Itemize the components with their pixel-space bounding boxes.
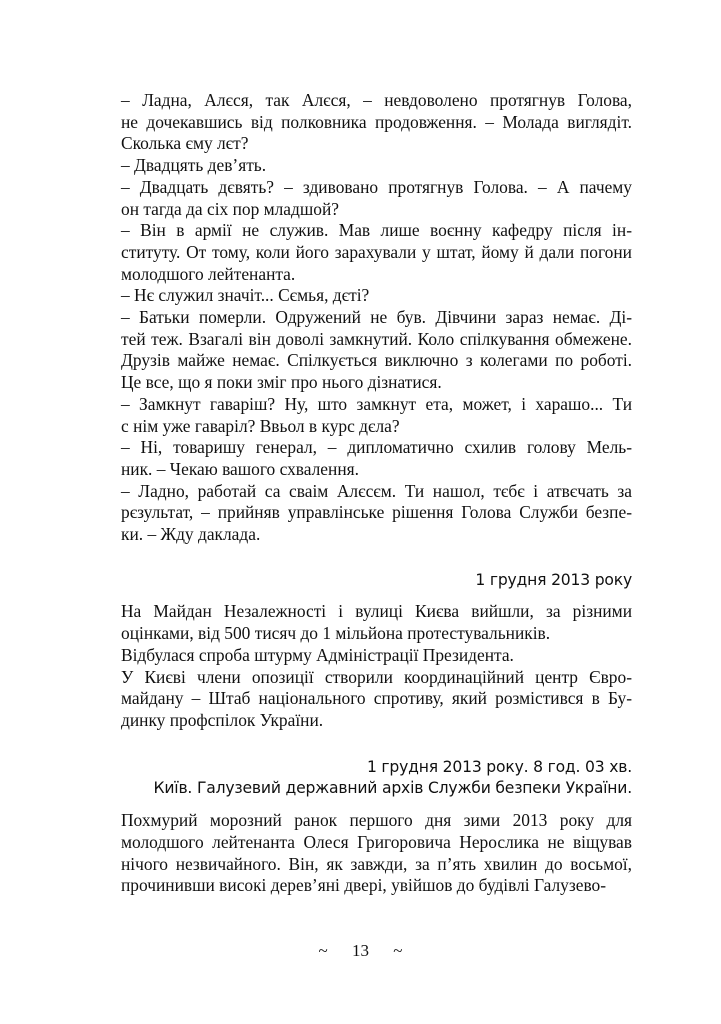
paragraph — [121, 90, 632, 155]
text-line: Відбулася спроба штурму Адміністрації Президента. — [121, 644, 514, 665]
text-line: Це все, що я поки зміг про нього дізнатися. — [121, 372, 442, 393]
text-line: не дочекавшись від полковника продовження. – Молада виглядіт. — [121, 111, 632, 132]
text-line: ституту. От тому, коли його зарахували у штат, йому й дали погони — [121, 241, 632, 262]
text-line: – Батьки померли. Одружений не був. Дівчини зараз немає. Ді- — [121, 307, 632, 328]
text-line: динку профспілок України. — [121, 709, 324, 730]
paragraph — [121, 220, 632, 285]
text-line: оцінками, від 500 тисяч до 1 мільйона протестувальників. — [121, 623, 551, 644]
section-1-body — [121, 601, 632, 731]
section-heading-date: 1 грудня 2013 року — [475, 570, 632, 589]
text-line: – Ладна, Алєся, так Алєся, – невдоволено протягнув Голова, — [121, 90, 632, 110]
text-line: Сколька єму лєт? — [121, 133, 249, 154]
section-2-body — [121, 810, 632, 897]
paragraph — [121, 177, 632, 220]
paragraph — [121, 481, 632, 546]
text-line: – Замкнут гаваріш? Ну, што замкнут ета, может, і харашо... Ти — [121, 393, 632, 414]
text-line: нічого незвичайного. Він, як завжди, за п’ять хвилин до восьмої, — [121, 853, 632, 874]
paragraph — [121, 810, 632, 897]
text-line: ник. – Чекаю вашого схвалення. — [121, 458, 359, 479]
page-number: 13 — [352, 941, 369, 960]
text-line: ки. – Жду даклада. — [121, 524, 261, 545]
paragraph — [121, 285, 632, 307]
paragraph — [121, 155, 632, 177]
paragraph — [121, 394, 632, 437]
dialogue-block — [121, 90, 632, 546]
text-line: он тагда да сіх пор младшой? — [121, 198, 339, 219]
paragraph — [121, 645, 632, 667]
text-line: – Він в армії не служив. Мав лише воєнну кафедру після ін- — [121, 220, 632, 241]
text-line: Друзів майже немає. Спілкується виключно з колегами по роботі. — [121, 350, 632, 371]
text-line: майдану – Штаб національного спротиву, який розмістився в Бу- — [121, 688, 632, 709]
section-heading-datetime: 1 грудня 2013 року. 8 год. 03 хв. — [366, 757, 632, 776]
text-line: молодшого лейтенанта Олеся Григоровича Нерослика не віщував — [121, 831, 632, 852]
page-body — [121, 90, 632, 897]
text-line: У Києві члени опозиції створили координаційний центр Євро- — [121, 666, 632, 687]
paragraph — [121, 307, 632, 394]
text-line: – Ні, товаришу генерал, – дипломатично схилив голову Мель- — [121, 437, 632, 458]
right-ornament: ~ — [393, 941, 403, 960]
text-line: тей теж. Взагалі він доволі замкнутий. Коло спілкування обмежене. — [121, 328, 632, 349]
paragraph — [121, 437, 632, 480]
text-line: – Двадцять дев’ять. — [121, 155, 267, 176]
paragraph — [121, 601, 632, 644]
text-line: – Двадцать дєвять? – здивовано протягнув Голова. – А пачему — [121, 176, 632, 197]
paragraph — [121, 667, 632, 732]
text-line: На Майдан Незалежності і вулиці Києва вийшли, за різними — [121, 601, 632, 622]
page-footer — [0, 940, 721, 962]
text-line: молодшого лейтенанта. — [121, 263, 296, 284]
text-line: – Нє служил значіт... Сємья, дєті? — [121, 285, 370, 306]
left-ornament: ~ — [318, 941, 328, 960]
section-heading-location: Київ. Галузевий державний архів Служби безпеки України. — [153, 779, 632, 798]
text-line: с нім уже гаваріл? Ввьол в курс дєла? — [121, 415, 400, 436]
text-line: рєзультат, – прийняв управлінське рішення Голова Служби безпе- — [121, 502, 632, 523]
text-line: – Ладно, работай са сваім Алєсєм. Ти нашол, тєбє і атвєчать за — [121, 480, 632, 501]
text-line: прочинивши високі дерев’яні двері, увійшов до будівлі Галузево- — [121, 875, 607, 896]
text-line: Похмурий морозний ранок першого дня зими 2013 року для — [121, 810, 632, 831]
